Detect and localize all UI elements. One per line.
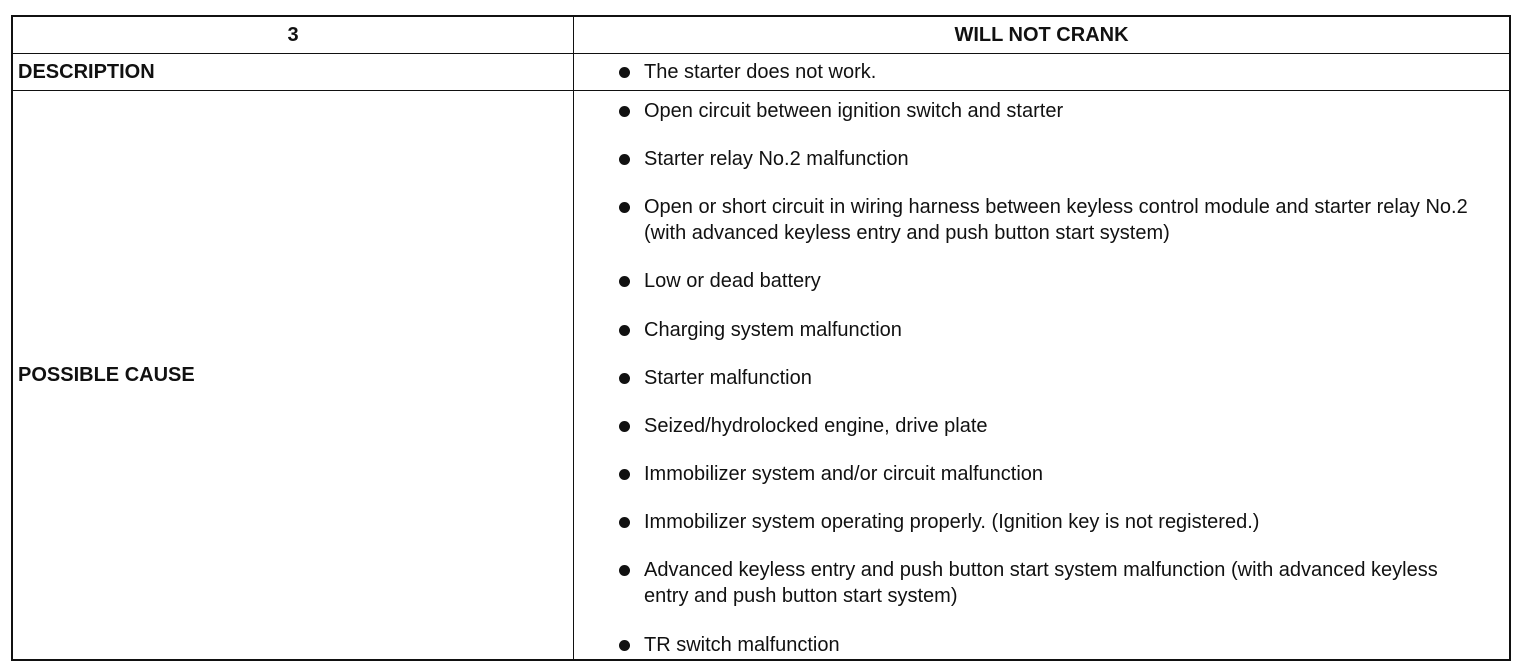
header-title-cell (574, 17, 1509, 53)
list-item (644, 146, 1469, 172)
possible-cause-label-cell (13, 91, 573, 659)
bullet-icon (619, 469, 630, 480)
bullet-icon (619, 517, 630, 528)
description-content-cell (574, 54, 1509, 90)
list-item (644, 59, 1469, 85)
list-item-text: Low or dead battery (644, 270, 821, 292)
list-item (644, 365, 1469, 391)
table-header-row (13, 17, 1509, 54)
list-item-text: Charging system malfunction (644, 319, 902, 341)
bullet-icon (619, 154, 630, 165)
list-item-text: Open circuit between ignition switch and starter (644, 100, 1064, 122)
list-item (644, 194, 1469, 246)
bullet-icon (619, 67, 630, 78)
list-item-text: Advanced keyless entry and push button start system malfunction (with advanced keyless entry and push button start system) (644, 559, 1438, 607)
symptom-number: 3 (287, 23, 299, 46)
bullet-icon (619, 106, 630, 117)
description-label: DESCRIPTION (18, 60, 155, 83)
bullet-icon (619, 421, 630, 432)
list-item-text: Open or short circuit in wiring harness between keyless control module and starter relay No.2 (with advanced keyless entry and push button start system) (644, 196, 1468, 244)
list-item-text: Immobilizer system operating properly. (Ignition key is not registered.) (644, 511, 1260, 533)
header-number-cell (13, 17, 573, 53)
description-row (13, 54, 1509, 91)
list-item (644, 413, 1469, 439)
list-item (644, 461, 1469, 487)
possible-cause-content-cell (574, 91, 1509, 659)
list-item (644, 98, 1469, 124)
list-item-text: Starter relay No.2 malfunction (644, 148, 909, 170)
diagnostic-table (11, 15, 1511, 661)
bullet-icon (619, 640, 630, 651)
list-item-text: Immobilizer system and/or circuit malfunction (644, 463, 1044, 485)
list-item (644, 317, 1469, 343)
symptom-title: WILL NOT CRANK (954, 23, 1129, 46)
list-item (644, 509, 1469, 535)
bullet-icon (619, 565, 630, 576)
bullet-icon (619, 325, 630, 336)
bullet-icon (619, 276, 630, 287)
list-item (644, 557, 1469, 609)
list-item-text: TR switch malfunction (644, 634, 840, 656)
bullet-icon (619, 202, 630, 213)
bullet-icon (619, 373, 630, 384)
list-item (644, 632, 1469, 658)
list-item-text: Seized/hydrolocked engine, drive plate (644, 415, 988, 437)
possible-cause-row (13, 91, 1509, 659)
list-item (644, 268, 1469, 294)
list-item-text: Starter malfunction (644, 367, 812, 389)
list-item-text: The starter does not work. (644, 61, 877, 83)
possible-cause-label: POSSIBLE CAUSE (18, 363, 195, 386)
description-label-cell (13, 54, 573, 90)
